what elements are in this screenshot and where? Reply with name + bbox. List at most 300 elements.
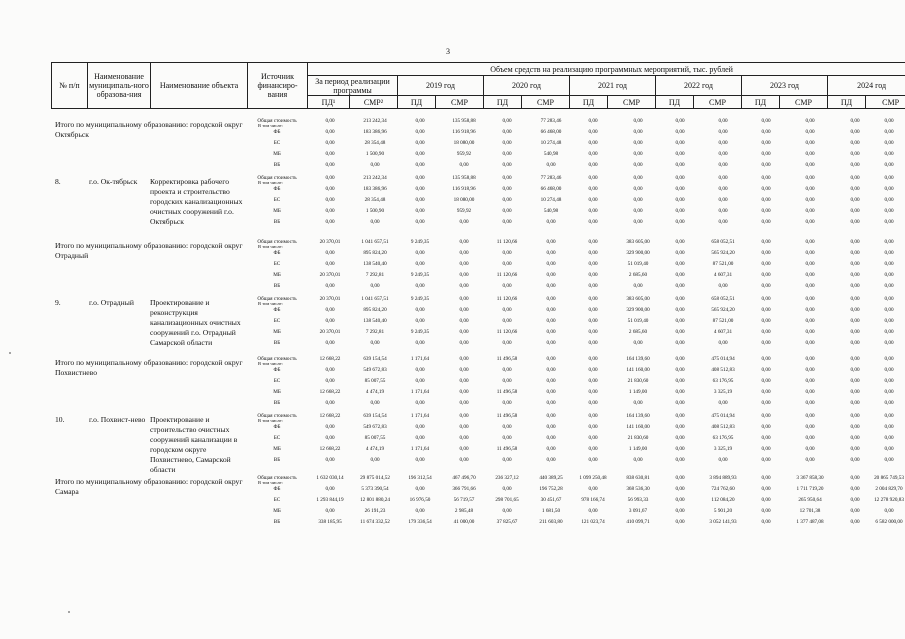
value-cell: 0,00 [850,497,860,503]
value-cell: 0,00 [718,151,728,157]
value-cell: 0,00 [546,356,556,362]
value-cell: 0,00 [850,140,860,146]
value-cell: 3 894 889,93 [709,475,737,481]
header-pd: ПД [828,96,866,109]
value-cell: 0,00 [325,340,335,346]
value-cell: 467 496,70 [452,475,476,481]
municipality-name: г.о. Ок-тябрьск [89,177,138,186]
value-cell: 183 386,96 [363,129,387,135]
value-cell: 0,00 [850,283,860,289]
table-row [0,250,905,260]
value-cell: 0,00 [370,340,380,346]
source-label: БС [273,378,281,384]
value-cell: 0,00 [850,378,860,384]
value-cell: 0,00 [884,307,894,313]
source-label: МБ [273,329,281,335]
total-label: Итого по муниципальному образованию: городской округ Отрадный [55,241,243,260]
value-cell: 0,00 [502,508,512,514]
value-cell: 0,00 [884,250,894,256]
header-smr: СМР² [350,96,398,109]
value-cell: 0,00 [675,129,685,135]
value-cell: 0,00 [884,389,894,395]
value-cell: 408 512,83 [711,424,735,430]
value-cell: 4 607,31 [713,329,733,335]
value-cell: 0,00 [325,140,335,146]
value-cell: 0,00 [502,261,512,267]
value-cell: 28 354,48 [364,140,386,146]
value-cell: 211 603,80 [539,519,563,525]
value-cell: 0,00 [459,457,469,463]
value-cell: 0,00 [850,508,860,514]
value-cell: 0,00 [884,329,894,335]
value-cell: 0,00 [718,219,728,225]
value-cell: 0,00 [805,340,815,346]
value-cell: 0,00 [588,129,598,135]
value-cell: 56 993,33 [627,497,649,503]
value-cell: 87 521,00 [712,318,734,324]
value-cell: 0,00 [325,307,335,313]
value-cell: 1 041 657,51 [361,296,389,302]
value-cell: 0,00 [675,356,685,362]
value-cell: 11 120,66 [496,296,518,302]
value-cell: 0,00 [325,261,335,267]
value-cell: 639 154,54 [363,356,387,362]
value-cell: 0,00 [459,413,469,419]
value-cell: 0,00 [633,118,643,124]
value-cell: 116 918,96 [452,129,476,135]
value-cell: 0,00 [761,118,771,124]
source-label: ФБ [273,367,281,373]
value-cell: 0,00 [761,378,771,384]
value-cell: 0,00 [761,329,771,335]
value-cell: 0,00 [415,283,425,289]
value-cell: 1 500,90 [365,151,385,157]
source-label: ФБ [273,486,281,492]
value-cell: 0,00 [850,340,860,346]
value-cell: 0,00 [502,140,512,146]
value-cell: 0,00 [633,151,643,157]
value-cell: 0,00 [459,400,469,406]
value-cell: 10 274,48 [540,197,562,203]
value-cell: 0,00 [718,197,728,203]
value-cell: 0,00 [546,250,556,256]
value-cell: 41 000,00 [453,519,475,525]
value-cell: 0,00 [805,296,815,302]
value-cell: 0,00 [675,272,685,278]
table-row [0,129,905,139]
value-cell: 0,00 [502,457,512,463]
value-cell: 0,00 [325,162,335,168]
header-period-total: За период реализации программы [308,76,398,96]
value-cell: 0,00 [718,175,728,181]
value-cell: 540,98 [543,151,559,157]
value-cell: 0,00 [675,457,685,463]
table-row [0,508,905,518]
value-cell: 0,00 [415,400,425,406]
value-cell: 0,00 [675,283,685,289]
value-cell: 540,98 [543,208,559,214]
value-cell: 0,00 [805,261,815,267]
header-year: 2019 год [398,76,484,96]
value-cell: 0,00 [675,424,685,430]
value-cell: 179 336,54 [408,519,432,525]
value-cell: 0,00 [675,367,685,373]
value-cell: 0,00 [675,508,685,514]
header-source: Источник финансиро-вания [248,63,308,109]
value-cell: 0,00 [850,307,860,313]
value-cell: 366 791,66 [452,486,476,492]
value-cell: 0,00 [633,457,643,463]
value-cell: 0,00 [415,340,425,346]
source-label: Общая стоимость [257,475,297,481]
value-cell: 0,00 [675,400,685,406]
total-label: Итого по муниципальному образованию: городской округ Октябрьск [55,120,243,139]
value-cell: 66 468,00 [540,186,562,192]
value-cell: 0,00 [805,400,815,406]
value-cell: 51 019,40 [627,261,649,267]
value-cell: 21 830,60 [627,378,649,384]
source-sublabel: В том числе: [258,480,283,485]
table-row [0,151,905,161]
value-cell: 0,00 [546,457,556,463]
value-cell: 1 377 487,08 [796,519,824,525]
value-cell: 0,00 [588,378,598,384]
value-cell: 0,00 [588,261,598,267]
value-cell: 0,00 [415,162,425,168]
value-cell: 3 325,19 [713,446,733,452]
value-cell: 1 099 250,48 [579,475,607,481]
value-cell: 0,00 [675,378,685,384]
header-year: 2022 год [656,76,742,96]
value-cell: 87 521,00 [712,261,734,267]
value-cell: 658 052,51 [711,296,735,302]
value-cell: 0,00 [884,446,894,452]
value-cell: 0,00 [459,356,469,362]
table-row [0,318,905,328]
source-label: БС [273,197,281,203]
value-cell: 12 668,22 [319,356,341,362]
value-cell: 0,00 [588,424,598,430]
value-cell: 0,00 [588,400,598,406]
value-cell: 0,00 [884,140,894,146]
value-cell: 0,00 [502,162,512,168]
value-cell: 0,00 [633,162,643,168]
value-cell: 164 139,60 [626,356,650,362]
value-cell: 30 451,67 [540,497,562,503]
value-cell: 0,00 [718,400,728,406]
scan-artifact [9,352,11,354]
value-cell: 11 496,58 [496,389,518,395]
value-cell: 29 875 014,52 [360,475,390,481]
value-cell: 0,00 [459,162,469,168]
value-cell: 1 171,64 [410,413,430,419]
value-cell: 51 019,40 [627,318,649,324]
value-cell: 0,00 [546,435,556,441]
value-cell: 18 080,00 [453,140,475,146]
value-cell: 0,00 [415,261,425,267]
value-cell: 85 007,55 [364,435,386,441]
value-cell: 0,00 [805,367,815,373]
value-cell: 0,00 [633,175,643,181]
value-cell: 0,00 [761,307,771,313]
value-cell: 0,00 [884,400,894,406]
value-cell: 0,00 [546,239,556,245]
value-cell: 0,00 [675,140,685,146]
value-cell: 0,00 [588,446,598,452]
header-smr: СМР [694,96,742,109]
value-cell: 0,00 [415,435,425,441]
value-cell: 1 293 844,19 [316,497,344,503]
value-cell: 0,00 [633,129,643,135]
table-row [0,475,905,485]
value-cell: 0,00 [675,162,685,168]
value-cell: 0,00 [805,197,815,203]
value-cell: 0,00 [884,261,894,267]
value-cell: 0,00 [675,486,685,492]
value-cell: 4 607,31 [713,272,733,278]
value-cell: 0,00 [805,457,815,463]
value-cell: 0,00 [415,318,425,324]
value-cell: 0,00 [546,367,556,373]
value-cell: 0,00 [718,162,728,168]
value-cell: 16 976,50 [409,497,431,503]
value-cell: 0,00 [761,389,771,395]
value-cell: 236 327,12 [495,475,519,481]
value-cell: 0,00 [588,272,598,278]
value-cell: 9 249,35 [410,329,430,335]
source-label: Общая стоимость [257,175,297,181]
table-row [0,413,905,423]
value-cell: 0,00 [675,239,685,245]
value-cell: 0,00 [415,378,425,384]
table-row [0,356,905,366]
source-label: ВБ [273,283,281,289]
value-cell: 0,00 [805,329,815,335]
table-row [0,340,905,350]
header-smr: СМР [436,96,484,109]
value-cell: 0,00 [325,424,335,430]
value-cell: 0,00 [675,186,685,192]
value-cell: 0,00 [805,186,815,192]
value-cell: 0,00 [805,424,815,430]
source-sublabel: В том числе: [258,123,283,128]
value-cell: 838 630,81 [626,475,650,481]
table-row [0,457,905,467]
source-label: ВБ [273,162,281,168]
table-row [0,389,905,399]
value-cell: 0,00 [805,378,815,384]
value-cell: 0,00 [761,151,771,157]
value-cell: 0,00 [546,296,556,302]
value-cell: 0,00 [805,389,815,395]
value-cell: 0,00 [884,283,894,289]
source-label: Общая стоимость [257,413,297,419]
value-cell: 12 668,22 [319,389,341,395]
source-label: ВБ [273,400,281,406]
value-cell: 3 367 858,30 [796,475,824,481]
value-cell: 0,00 [884,318,894,324]
row-number: 10. [55,415,65,424]
value-cell: 895 824,20 [363,307,387,313]
value-cell: 0,00 [761,175,771,181]
total-label: Итого по муниципальному образованию: городской округ Самара [55,477,243,496]
value-cell: 383 605,00 [626,296,650,302]
value-cell: 0,00 [884,356,894,362]
table-row [0,261,905,271]
value-cell: 0,00 [884,197,894,203]
header-smr: СМР [608,96,656,109]
value-cell: 0,00 [675,219,685,225]
table-row [0,307,905,317]
value-cell: 0,00 [761,197,771,203]
value-cell: 20 370,01 [319,239,341,245]
table-row [0,519,905,529]
header-smr: СМР [780,96,828,109]
value-cell: 0,00 [805,272,815,278]
value-cell: 112 084,20 [711,497,735,503]
value-cell: 0,00 [761,219,771,225]
value-cell: 0,00 [761,261,771,267]
value-cell: 121 023,74 [581,519,605,525]
value-cell: 196 312,54 [408,475,432,481]
value-cell: 0,00 [325,219,335,225]
value-cell: 11 120,66 [496,272,518,278]
value-cell: 0,00 [850,239,860,245]
value-cell: 0,00 [675,118,685,124]
value-cell: 475 014,94 [711,413,735,419]
value-cell: 0,00 [370,219,380,225]
table-row [0,486,905,496]
value-cell: 0,00 [546,261,556,267]
value-cell: 0,00 [850,129,860,135]
value-cell: 0,00 [761,497,771,503]
header-pd: ПД [742,96,780,109]
table-row [0,435,905,445]
value-cell: 141 160,00 [626,367,650,373]
value-cell: 7 292,81 [365,329,385,335]
value-cell: 26 191,23 [364,508,386,514]
table-row [0,424,905,434]
value-cell: 978 166,74 [581,497,605,503]
value-cell: 85 007,55 [364,378,386,384]
value-cell: 0,00 [502,208,512,214]
header-pd: ПД [398,96,436,109]
value-cell: 6 582 000,00 [875,519,903,525]
value-cell: 0,00 [633,219,643,225]
value-cell: 565 924,20 [711,250,735,256]
value-cell: 0,00 [588,283,598,289]
value-cell: 0,00 [546,318,556,324]
value-cell: 0,00 [502,307,512,313]
table-row [0,239,905,249]
value-cell: 0,00 [502,175,512,181]
value-cell: 0,00 [325,208,335,214]
value-cell: 0,00 [884,186,894,192]
source-label: МБ [273,151,281,157]
value-cell: 0,00 [459,340,469,346]
source-label: БС [273,140,281,146]
source-sublabel: В том числе: [258,244,283,249]
value-cell: 0,00 [761,186,771,192]
value-cell: 0,00 [325,508,335,514]
value-cell: 1 711 719,20 [796,486,824,492]
value-cell: 0,00 [675,208,685,214]
value-cell: 0,00 [325,151,335,157]
value-cell: 0,00 [850,296,860,302]
value-cell: 0,00 [761,208,771,214]
table-row [0,272,905,282]
value-cell: 0,00 [588,118,598,124]
value-cell: 0,00 [502,129,512,135]
value-cell: 0,00 [884,239,894,245]
value-cell: 0,00 [850,261,860,267]
value-cell: 213 242,34 [363,175,387,181]
value-cell: 0,00 [761,475,771,481]
value-cell: 0,00 [415,175,425,181]
value-cell: 0,00 [502,197,512,203]
value-cell: 0,00 [415,208,425,214]
value-cell: 3 052 141,93 [709,519,737,525]
value-cell: 440 389,25 [539,475,563,481]
value-cell: 164 139,60 [626,413,650,419]
value-cell: 0,00 [459,272,469,278]
value-cell: 0,00 [588,219,598,225]
value-cell: 0,00 [502,151,512,157]
value-cell: 0,00 [415,250,425,256]
value-cell: 20 370,01 [319,329,341,335]
value-cell: 1 149,00 [628,389,648,395]
value-cell: 56 719,57 [453,497,475,503]
value-cell: 138 540,40 [363,318,387,324]
value-cell: 0,00 [718,140,728,146]
value-cell: 12 668,22 [319,446,341,452]
value-cell: 0,00 [588,239,598,245]
value-cell: 0,00 [805,413,815,419]
value-cell: 0,00 [588,318,598,324]
value-cell: 0,00 [415,486,425,492]
value-cell: 0,00 [502,118,512,124]
value-cell: 298 701,65 [495,497,519,503]
value-cell: 0,00 [805,307,815,313]
value-cell: 0,00 [588,367,598,373]
value-cell: 0,00 [805,250,815,256]
value-cell: 0,00 [588,162,598,168]
value-cell: 0,00 [588,186,598,192]
header-num: № п/п [52,63,88,109]
value-cell: 9 249,35 [410,239,430,245]
header-pd: ПД¹ [308,96,350,109]
value-cell: 0,00 [884,424,894,430]
value-cell: 213 242,34 [363,118,387,124]
value-cell: 0,00 [884,296,894,302]
value-cell: 0,00 [502,340,512,346]
value-cell: 408 512,83 [711,367,735,373]
value-cell: 0,00 [546,446,556,452]
value-cell: 0,00 [546,400,556,406]
value-cell: 0,00 [850,457,860,463]
value-cell: 0,00 [546,413,556,419]
source-label: МБ [273,446,281,452]
header-year: 2024 год [828,76,905,96]
value-cell: 37 825,67 [496,519,518,525]
table-row [0,186,905,196]
value-cell: 12 668,22 [319,413,341,419]
value-cell: 0,00 [546,424,556,430]
source-label: МБ [273,272,281,278]
value-cell: 196 752,28 [539,486,563,492]
value-cell: 0,00 [588,389,598,395]
value-cell: 0,00 [761,367,771,373]
